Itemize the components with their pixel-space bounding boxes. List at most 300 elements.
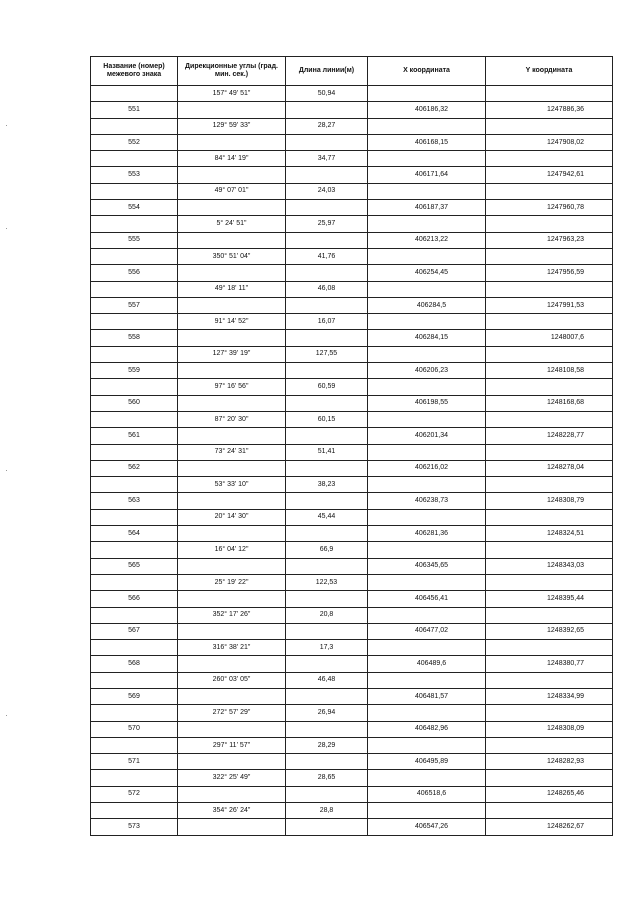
marker-name-cell: 572: [91, 786, 178, 802]
line-length-cell: [286, 721, 368, 737]
marker-name-cell: 555: [91, 232, 178, 248]
marker-name-cell: [91, 574, 178, 590]
direction-angle-cell: 25° 19' 22": [178, 574, 286, 590]
y-coordinate-cell: 1247963,23: [486, 232, 613, 248]
x-coordinate-cell: [368, 477, 486, 493]
x-coordinate-value: 406168,15: [414, 138, 449, 146]
marker-name-cell: 551: [91, 102, 178, 118]
line-length-cell: [286, 428, 368, 444]
x-coordinate-cell: [368, 395, 486, 411]
x-coordinate-cell: [368, 167, 486, 183]
x-coordinate-cell: [368, 314, 486, 330]
line-length-cell: 38,23: [286, 477, 368, 493]
marker-name-cell: 557: [91, 297, 178, 313]
marker-name-cell: 568: [91, 656, 178, 672]
direction-angle-cell: 260° 03' 05": [178, 672, 286, 688]
table-row: [91, 118, 613, 134]
marker-name-cell: 558: [91, 330, 178, 346]
x-coordinate-cell: [368, 330, 486, 346]
x-coordinate-cell: [368, 591, 486, 607]
direction-angle-cell: 49° 07' 01": [178, 183, 286, 199]
line-length-cell: [286, 330, 368, 346]
table-row: [91, 623, 613, 639]
direction-angle-cell: [178, 265, 286, 281]
line-length-cell: [286, 819, 368, 835]
line-length-cell: 26,94: [286, 705, 368, 721]
y-coordinate-cell: 1248392,65: [486, 623, 613, 639]
direction-angle-cell: 354° 26' 24": [178, 803, 286, 819]
table-row: [91, 444, 613, 460]
y-coordinate-cell: [486, 737, 613, 753]
table-row: [91, 477, 613, 493]
line-length-cell: [286, 265, 368, 281]
line-length-cell: 46,48: [286, 672, 368, 688]
x-coordinate-value: 406187,37: [414, 203, 449, 211]
marker-name-cell: [91, 314, 178, 330]
y-coordinate-cell: 1248308,79: [486, 493, 613, 509]
x-coordinate-cell: [368, 411, 486, 427]
direction-angle-cell: [178, 688, 286, 704]
x-coordinate-value: 406206,23: [414, 366, 449, 374]
direction-angle-cell: [178, 395, 286, 411]
table-row: [91, 200, 613, 216]
table-row: [91, 346, 613, 362]
x-coordinate-cell: [368, 721, 486, 737]
y-coordinate-cell: 1248278,04: [486, 460, 613, 476]
y-coordinate-cell: 1248395,44: [486, 591, 613, 607]
y-coordinate-cell: 1247956,59: [486, 265, 613, 281]
y-coordinate-cell: [486, 672, 613, 688]
y-coordinate-cell: 1248334,99: [486, 688, 613, 704]
line-length-cell: 34,77: [286, 151, 368, 167]
x-coordinate-cell: [368, 509, 486, 525]
x-coordinate-value: 406284,5: [416, 301, 447, 309]
header-marker-name: Название (номер) межевого знака: [91, 57, 178, 86]
table-row: [91, 330, 613, 346]
direction-angle-cell: [178, 102, 286, 118]
table-row: [91, 363, 613, 379]
line-length-cell: 122,53: [286, 574, 368, 590]
line-length-cell: 51,41: [286, 444, 368, 460]
y-coordinate-cell: [486, 379, 613, 395]
line-length-cell: 28,8: [286, 803, 368, 819]
line-length-cell: 46,08: [286, 281, 368, 297]
marker-name-cell: [91, 118, 178, 134]
y-coordinate-cell: 1248262,67: [486, 819, 613, 835]
direction-angle-cell: 129° 59' 33": [178, 118, 286, 134]
x-coordinate-value: 406213,22: [414, 236, 449, 244]
x-coordinate-cell: [368, 737, 486, 753]
marker-name-cell: 562: [91, 460, 178, 476]
marker-name-cell: [91, 542, 178, 558]
marker-name-cell: 570: [91, 721, 178, 737]
table-row: [91, 607, 613, 623]
direction-angle-cell: 352° 17' 26": [178, 607, 286, 623]
direction-angle-cell: [178, 232, 286, 248]
marker-name-cell: [91, 151, 178, 167]
line-length-cell: 25,97: [286, 216, 368, 232]
line-length-cell: 127,55: [286, 346, 368, 362]
y-coordinate-cell: [486, 574, 613, 590]
line-length-cell: [286, 134, 368, 150]
y-coordinate-cell: [486, 640, 613, 656]
table-row: [91, 770, 613, 786]
y-coordinate-cell: 1248324,51: [486, 526, 613, 542]
line-length-cell: 20,8: [286, 607, 368, 623]
scan-mark: [6, 125, 7, 126]
marker-name-cell: [91, 607, 178, 623]
x-coordinate-cell: [368, 151, 486, 167]
marker-name-cell: 566: [91, 591, 178, 607]
y-coordinate-cell: 1248168,68: [486, 395, 613, 411]
direction-angle-cell: 127° 39' 19": [178, 346, 286, 362]
marker-name-cell: 573: [91, 819, 178, 835]
direction-angle-cell: 297° 11' 57": [178, 737, 286, 753]
table-row: [91, 167, 613, 183]
direction-angle-cell: [178, 167, 286, 183]
scan-mark: [6, 470, 7, 471]
x-coordinate-value: 406216,02: [414, 464, 449, 472]
x-coordinate-cell: [368, 265, 486, 281]
table-row: [91, 314, 613, 330]
marker-name-cell: 556: [91, 265, 178, 281]
y-coordinate-cell: 1248007,6: [486, 330, 613, 346]
direction-angle-cell: [178, 428, 286, 444]
x-coordinate-value: 406171,64: [414, 171, 449, 179]
marker-name-cell: [91, 379, 178, 395]
marker-name-cell: [91, 248, 178, 264]
table-row: [91, 688, 613, 704]
header-direction-angle: Дирекционные углы (град. мин. сек.): [178, 57, 286, 86]
line-length-cell: [286, 558, 368, 574]
line-length-cell: 28,29: [286, 737, 368, 753]
table-row: [91, 86, 613, 102]
line-length-cell: 28,65: [286, 770, 368, 786]
table-row: [91, 526, 613, 542]
y-coordinate-cell: 1248308,09: [486, 721, 613, 737]
y-coordinate-cell: [486, 314, 613, 330]
boundary-markers-table: [90, 56, 613, 836]
x-coordinate-cell: [368, 444, 486, 460]
line-length-cell: [286, 102, 368, 118]
header-x-coordinate: X координата: [368, 57, 486, 86]
marker-name-cell: [91, 281, 178, 297]
line-length-cell: 41,76: [286, 248, 368, 264]
table-row: [91, 754, 613, 770]
x-coordinate-cell: [368, 460, 486, 476]
x-coordinate-cell: [368, 281, 486, 297]
direction-angle-cell: [178, 623, 286, 639]
y-coordinate-cell: 1248265,46: [486, 786, 613, 802]
direction-angle-cell: 20° 14' 30": [178, 509, 286, 525]
marker-name-cell: [91, 183, 178, 199]
x-coordinate-cell: [368, 346, 486, 362]
direction-angle-cell: 322° 25' 49": [178, 770, 286, 786]
table-row: [91, 558, 613, 574]
table-row: [91, 672, 613, 688]
direction-angle-cell: 91° 14' 52": [178, 314, 286, 330]
x-coordinate-cell: [368, 134, 486, 150]
x-coordinate-cell: [368, 656, 486, 672]
line-length-cell: [286, 754, 368, 770]
x-coordinate-value: 406284,15: [414, 334, 449, 342]
table-row: [91, 151, 613, 167]
table-row: [91, 542, 613, 558]
marker-name-cell: [91, 86, 178, 102]
line-length-cell: 45,44: [286, 509, 368, 525]
y-coordinate-cell: [486, 216, 613, 232]
scan-mark: [6, 228, 7, 229]
x-coordinate-cell: [368, 688, 486, 704]
direction-angle-cell: 97° 16' 56": [178, 379, 286, 395]
table-row: [91, 281, 613, 297]
y-coordinate-cell: [486, 444, 613, 460]
table-row: [91, 134, 613, 150]
marker-name-cell: [91, 444, 178, 460]
x-coordinate-value: 406254,45: [414, 268, 449, 276]
x-coordinate-value: 406481,57: [414, 692, 449, 700]
direction-angle-cell: [178, 134, 286, 150]
line-length-cell: 28,27: [286, 118, 368, 134]
x-coordinate-cell: [368, 216, 486, 232]
x-coordinate-cell: [368, 86, 486, 102]
direction-angle-cell: 87° 20' 30": [178, 411, 286, 427]
y-coordinate-cell: 1247991,53: [486, 297, 613, 313]
y-coordinate-cell: [486, 248, 613, 264]
x-coordinate-cell: [368, 803, 486, 819]
line-length-cell: [286, 688, 368, 704]
x-coordinate-cell: [368, 200, 486, 216]
marker-name-cell: [91, 477, 178, 493]
direction-angle-cell: 5° 24' 51": [178, 216, 286, 232]
x-coordinate-cell: [368, 754, 486, 770]
x-coordinate-cell: [368, 363, 486, 379]
table-row: [91, 640, 613, 656]
line-length-cell: [286, 493, 368, 509]
y-coordinate-cell: 1248380,77: [486, 656, 613, 672]
y-coordinate-cell: 1247960,78: [486, 200, 613, 216]
y-coordinate-cell: [486, 705, 613, 721]
marker-name-cell: 567: [91, 623, 178, 639]
x-coordinate-cell: [368, 379, 486, 395]
y-coordinate-cell: [486, 770, 613, 786]
line-length-cell: 60,15: [286, 411, 368, 427]
y-coordinate-cell: 1247942,61: [486, 167, 613, 183]
y-coordinate-cell: 1248108,58: [486, 363, 613, 379]
line-length-cell: [286, 786, 368, 802]
x-coordinate-cell: [368, 640, 486, 656]
marker-name-cell: [91, 737, 178, 753]
direction-angle-cell: 53° 33' 10": [178, 477, 286, 493]
y-coordinate-cell: [486, 411, 613, 427]
x-coordinate-cell: [368, 232, 486, 248]
direction-angle-cell: [178, 591, 286, 607]
line-length-cell: [286, 395, 368, 411]
marker-name-cell: 554: [91, 200, 178, 216]
scan-mark: [6, 715, 7, 716]
x-coordinate-value: 406518,6: [416, 790, 447, 798]
y-coordinate-cell: [486, 607, 613, 623]
table-body: [91, 86, 613, 836]
line-length-cell: [286, 232, 368, 248]
x-coordinate-value: 406489,6: [416, 660, 447, 668]
x-coordinate-value: 406186,32: [414, 105, 449, 113]
y-coordinate-cell: [486, 542, 613, 558]
y-coordinate-cell: 1248282,93: [486, 754, 613, 770]
y-coordinate-cell: [486, 346, 613, 362]
header-y-coordinate: Y координата: [486, 57, 613, 86]
table-row: [91, 265, 613, 281]
table-row: [91, 428, 613, 444]
marker-name-cell: [91, 770, 178, 786]
x-coordinate-value: 406201,34: [414, 431, 449, 439]
marker-name-cell: 569: [91, 688, 178, 704]
table-row: [91, 786, 613, 802]
line-length-cell: [286, 656, 368, 672]
boundary-markers-table-sheet: [90, 56, 612, 836]
table-row: [91, 216, 613, 232]
direction-angle-cell: [178, 786, 286, 802]
marker-name-cell: 565: [91, 558, 178, 574]
table-row: [91, 803, 613, 819]
x-coordinate-value: 406482,96: [414, 725, 449, 733]
line-length-cell: [286, 363, 368, 379]
table-row: [91, 379, 613, 395]
x-coordinate-cell: [368, 770, 486, 786]
y-coordinate-cell: [486, 118, 613, 134]
x-coordinate-cell: [368, 183, 486, 199]
marker-name-cell: [91, 803, 178, 819]
table-row: [91, 411, 613, 427]
x-coordinate-cell: [368, 607, 486, 623]
direction-angle-cell: [178, 754, 286, 770]
direction-angle-cell: 16° 04' 12": [178, 542, 286, 558]
line-length-cell: [286, 200, 368, 216]
y-coordinate-cell: [486, 477, 613, 493]
direction-angle-cell: 272° 57' 29": [178, 705, 286, 721]
marker-name-cell: [91, 509, 178, 525]
table-row: [91, 819, 613, 835]
x-coordinate-cell: [368, 493, 486, 509]
x-coordinate-value: 406238,73: [414, 497, 449, 505]
line-length-cell: [286, 623, 368, 639]
direction-angle-cell: [178, 297, 286, 313]
marker-name-cell: 564: [91, 526, 178, 542]
direction-angle-cell: 49° 18' 11": [178, 281, 286, 297]
table-row: [91, 248, 613, 264]
direction-angle-cell: [178, 558, 286, 574]
direction-angle-cell: [178, 330, 286, 346]
line-length-cell: [286, 297, 368, 313]
direction-angle-cell: [178, 721, 286, 737]
table-row: [91, 102, 613, 118]
table-row: [91, 591, 613, 607]
y-coordinate-cell: 1247908,02: [486, 134, 613, 150]
table-row: [91, 509, 613, 525]
table-row: [91, 232, 613, 248]
marker-name-cell: [91, 411, 178, 427]
line-length-cell: 60,59: [286, 379, 368, 395]
x-coordinate-cell: [368, 672, 486, 688]
marker-name-cell: 563: [91, 493, 178, 509]
table-row: [91, 297, 613, 313]
line-length-cell: 50,94: [286, 86, 368, 102]
line-length-cell: [286, 591, 368, 607]
x-coordinate-value: 406547,26: [414, 823, 449, 830]
y-coordinate-cell: 1247886,36: [486, 102, 613, 118]
table-row: [91, 183, 613, 199]
line-length-cell: 66,9: [286, 542, 368, 558]
line-length-cell: [286, 167, 368, 183]
marker-name-cell: 553: [91, 167, 178, 183]
line-length-cell: 16,07: [286, 314, 368, 330]
direction-angle-cell: [178, 460, 286, 476]
marker-name-cell: [91, 705, 178, 721]
marker-name-cell: [91, 672, 178, 688]
direction-angle-cell: 350° 51' 04": [178, 248, 286, 264]
y-coordinate-cell: [486, 803, 613, 819]
x-coordinate-cell: [368, 297, 486, 313]
header-line-length: Длина линии(м): [286, 57, 368, 86]
marker-name-cell: 561: [91, 428, 178, 444]
x-coordinate-cell: [368, 558, 486, 574]
table-row: [91, 460, 613, 476]
x-coordinate-cell: [368, 574, 486, 590]
marker-name-cell: 552: [91, 134, 178, 150]
x-coordinate-cell: [368, 786, 486, 802]
marker-name-cell: 559: [91, 363, 178, 379]
marker-name-cell: 571: [91, 754, 178, 770]
x-coordinate-cell: [368, 526, 486, 542]
direction-angle-cell: 84° 14' 19": [178, 151, 286, 167]
x-coordinate-value: 406477,02: [414, 627, 449, 635]
table-row: [91, 721, 613, 737]
direction-angle-cell: 157° 49' 51": [178, 86, 286, 102]
x-coordinate-cell: [368, 248, 486, 264]
x-coordinate-cell: [368, 118, 486, 134]
x-coordinate-value: 406495,89: [414, 757, 449, 765]
x-coordinate-cell: [368, 428, 486, 444]
direction-angle-cell: [178, 493, 286, 509]
table-row: [91, 656, 613, 672]
x-coordinate-cell: [368, 819, 486, 835]
line-length-cell: [286, 526, 368, 542]
x-coordinate-value: 406281,36: [414, 529, 449, 537]
table-header-row: [91, 57, 613, 86]
direction-angle-cell: [178, 200, 286, 216]
x-coordinate-cell: [368, 542, 486, 558]
x-coordinate-value: 406198,55: [414, 399, 449, 407]
direction-angle-cell: [178, 363, 286, 379]
marker-name-cell: 560: [91, 395, 178, 411]
table-row: [91, 493, 613, 509]
marker-name-cell: [91, 640, 178, 656]
direction-angle-cell: [178, 819, 286, 835]
x-coordinate-cell: [368, 102, 486, 118]
x-coordinate-cell: [368, 623, 486, 639]
table-row: [91, 705, 613, 721]
direction-angle-cell: 73° 24' 31": [178, 444, 286, 460]
x-coordinate-cell: [368, 705, 486, 721]
direction-angle-cell: [178, 526, 286, 542]
x-coordinate-value: 406345,65: [414, 562, 449, 570]
table-row: [91, 574, 613, 590]
y-coordinate-cell: [486, 183, 613, 199]
y-coordinate-cell: 1248343,03: [486, 558, 613, 574]
x-coordinate-value: 406456,41: [414, 594, 449, 602]
line-length-cell: 17,3: [286, 640, 368, 656]
y-coordinate-cell: [486, 509, 613, 525]
